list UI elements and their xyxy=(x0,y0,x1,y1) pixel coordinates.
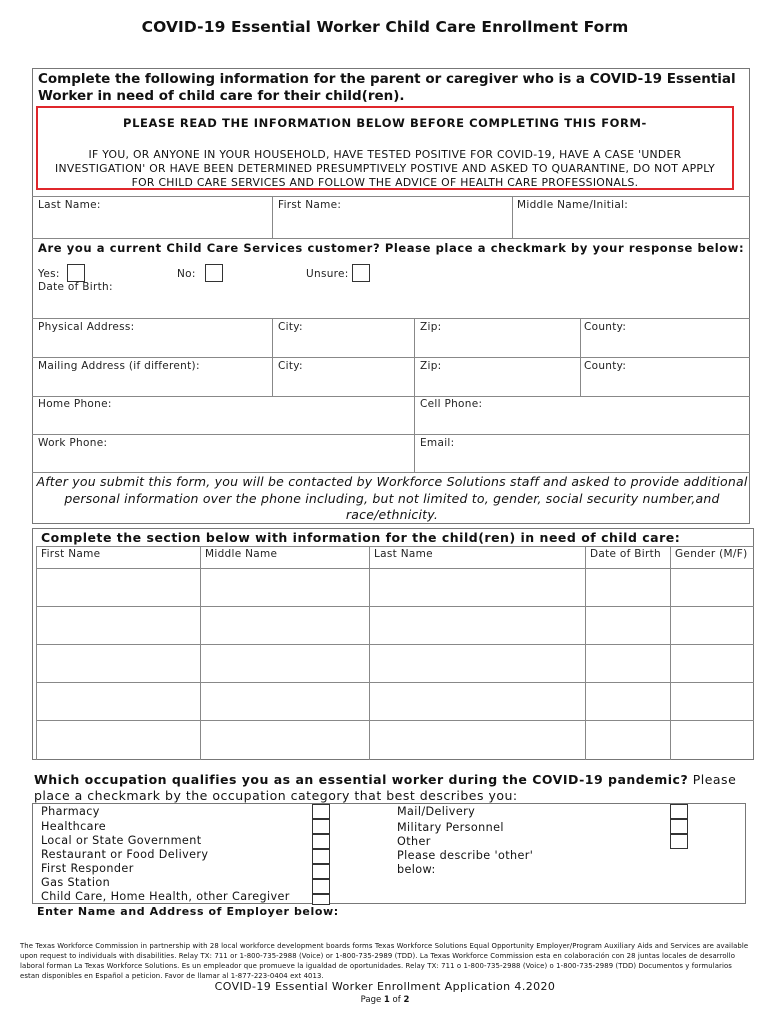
page-number: Page 1 of 2 xyxy=(360,995,410,1005)
mailing-address-field[interactable]: Mailing Address (if different): xyxy=(38,360,200,372)
caregiver-checkbox[interactable] xyxy=(312,894,330,905)
yes-label: Yes: xyxy=(38,268,60,280)
other-checkbox[interactable] xyxy=(670,834,688,849)
employer-label: Enter Name and Address of Employer below: xyxy=(37,905,339,918)
mailing-city-field[interactable]: City: xyxy=(278,360,303,372)
city-field[interactable]: City: xyxy=(278,321,303,333)
occupation-military: Military Personnel xyxy=(397,821,504,834)
mail-delivery-checkbox[interactable] xyxy=(670,804,688,819)
email-field[interactable]: Email: xyxy=(420,437,455,449)
occupation-gas-station: Gas Station xyxy=(41,876,111,889)
no-checkbox[interactable] xyxy=(205,264,223,282)
occupation-government: Local or State Government xyxy=(41,834,202,847)
occupation-question: Which occupation qualifies you as an essential worker during the COVID-19 pandemic? Please place a checkmark by the occupation category that best describes you: xyxy=(34,772,737,803)
children-heading: Complete the section below with information for the child(ren) in need of child care: xyxy=(41,530,681,545)
child-col-last-name: Last Name xyxy=(374,548,433,560)
occupation-caregiver: Child Care, Home Health, other Caregiver xyxy=(41,890,290,903)
occupation-first-responder: First Responder xyxy=(41,862,134,875)
child-col-middle-name: Middle Name xyxy=(205,548,278,560)
occupation-other: Other xyxy=(397,835,431,848)
healthcare-checkbox[interactable] xyxy=(312,819,330,834)
unsure-checkbox[interactable] xyxy=(352,264,370,282)
application-version: COVID-19 Essential Worker Enrollment Application 4.2020 xyxy=(214,980,556,993)
child-col-dob: Date of Birth xyxy=(590,548,662,560)
zip-field[interactable]: Zip: xyxy=(420,321,442,333)
table-row[interactable] xyxy=(36,682,754,683)
table-row[interactable] xyxy=(36,568,754,569)
contact-note: After you submit this form, you will be contacted by Workforce Solutions staff and asked to provide additional personal information over the phone including, but not limited to, gender, social security number,and race/ethnicity. xyxy=(36,474,748,522)
warning-body: IF YOU, OR ANYONE IN YOUR HOUSEHOLD, HAVE TESTED POSITIVE FOR COVID-19, HAVE A CASE 'UNDER INVESTIGATION' OR HAVE BEEN DETERMINED PRESUMPTIVELY POSTIVE AND ASKED TO QUARANTINE, DO NOT APPLY FOR CHILD CARE SERVICES AND FOLLOW THE ADVICE OF HEALTH CARE PROFESSIONALS. xyxy=(54,148,715,189)
gas-station-checkbox[interactable] xyxy=(312,879,330,894)
parent-intro: Complete the following information for the parent or caregiver who is a COVID-19 Essential Worker in need of child care for their child(ren). xyxy=(38,71,736,104)
occupation-healthcare: Healthcare xyxy=(41,820,106,833)
pharmacy-checkbox[interactable] xyxy=(312,804,330,819)
yes-checkbox[interactable] xyxy=(67,264,85,282)
customer-question: Are you a current Child Care Services customer? Please place a checkmark by your response below: xyxy=(38,241,745,255)
unsure-label: Unsure: xyxy=(306,268,349,280)
no-label: No: xyxy=(177,268,196,280)
first-name-field[interactable]: First Name: xyxy=(278,199,342,211)
legal-notice: The Texas Workforce Commission in partnership with 28 local workforce development boards forms Texas Workforce Solutions Equal Opportunity Employer/Program Auxiliary Aids and Services are available upon request to individuals with disabilities. Relay TX: 711 or 1-800-735-2988 (Voice) or 1-800-735-2989 (TDD). La Texas Workforce Commission esta en colaboración con 28 juntas locales de desarrollo laboral forman La Texas Workforce Solutions. Es un empleador que promueve la igualdad de oportunidades. Relay TX: 711 o 1-800-735-2988 (Voice) o 1-800-735-2989 (TDD) Documentos y formularios estan disponibles en Español a peticion. Favor de llamar al 1-877-223-0404 ext 4013. xyxy=(20,942,749,980)
occupation-restaurant: Restaurant or Food Delivery xyxy=(41,848,209,861)
child-col-gender: Gender (M/F) xyxy=(675,548,748,560)
restaurant-checkbox[interactable] xyxy=(312,849,330,864)
county-field[interactable]: County: xyxy=(584,321,627,333)
home-phone-field[interactable]: Home Phone: xyxy=(38,398,112,410)
last-name-field[interactable]: Last Name: xyxy=(38,199,101,211)
occupation-mail-delivery: Mail/Delivery xyxy=(397,805,476,818)
table-row[interactable] xyxy=(36,644,754,645)
first-responder-checkbox[interactable] xyxy=(312,864,330,879)
table-row[interactable] xyxy=(36,606,754,607)
child-col-first-name: First Name xyxy=(41,548,101,560)
mailing-county-field[interactable]: County: xyxy=(584,360,627,372)
occupation-other-describe: Please describe 'other' below: xyxy=(397,849,534,876)
warning-box xyxy=(36,106,734,190)
occupation-pharmacy: Pharmacy xyxy=(41,805,100,818)
work-phone-field[interactable]: Work Phone: xyxy=(38,437,108,449)
mailing-zip-field[interactable]: Zip: xyxy=(420,360,442,372)
table-row[interactable] xyxy=(36,720,754,721)
military-checkbox[interactable] xyxy=(670,819,688,834)
warning-heading: PLEASE READ THE INFORMATION BELOW BEFORE COMPLETING THIS FORM- xyxy=(123,116,647,130)
dob-field[interactable]: Date of Birth: xyxy=(38,281,113,293)
middle-name-field[interactable]: Middle Name/Initial: xyxy=(517,199,629,211)
government-checkbox[interactable] xyxy=(312,834,330,849)
physical-address-field[interactable]: Physical Address: xyxy=(38,321,135,333)
cell-phone-field[interactable]: Cell Phone: xyxy=(420,398,483,410)
page-title: COVID-19 Essential Worker Child Care Enrollment Form xyxy=(141,18,629,36)
